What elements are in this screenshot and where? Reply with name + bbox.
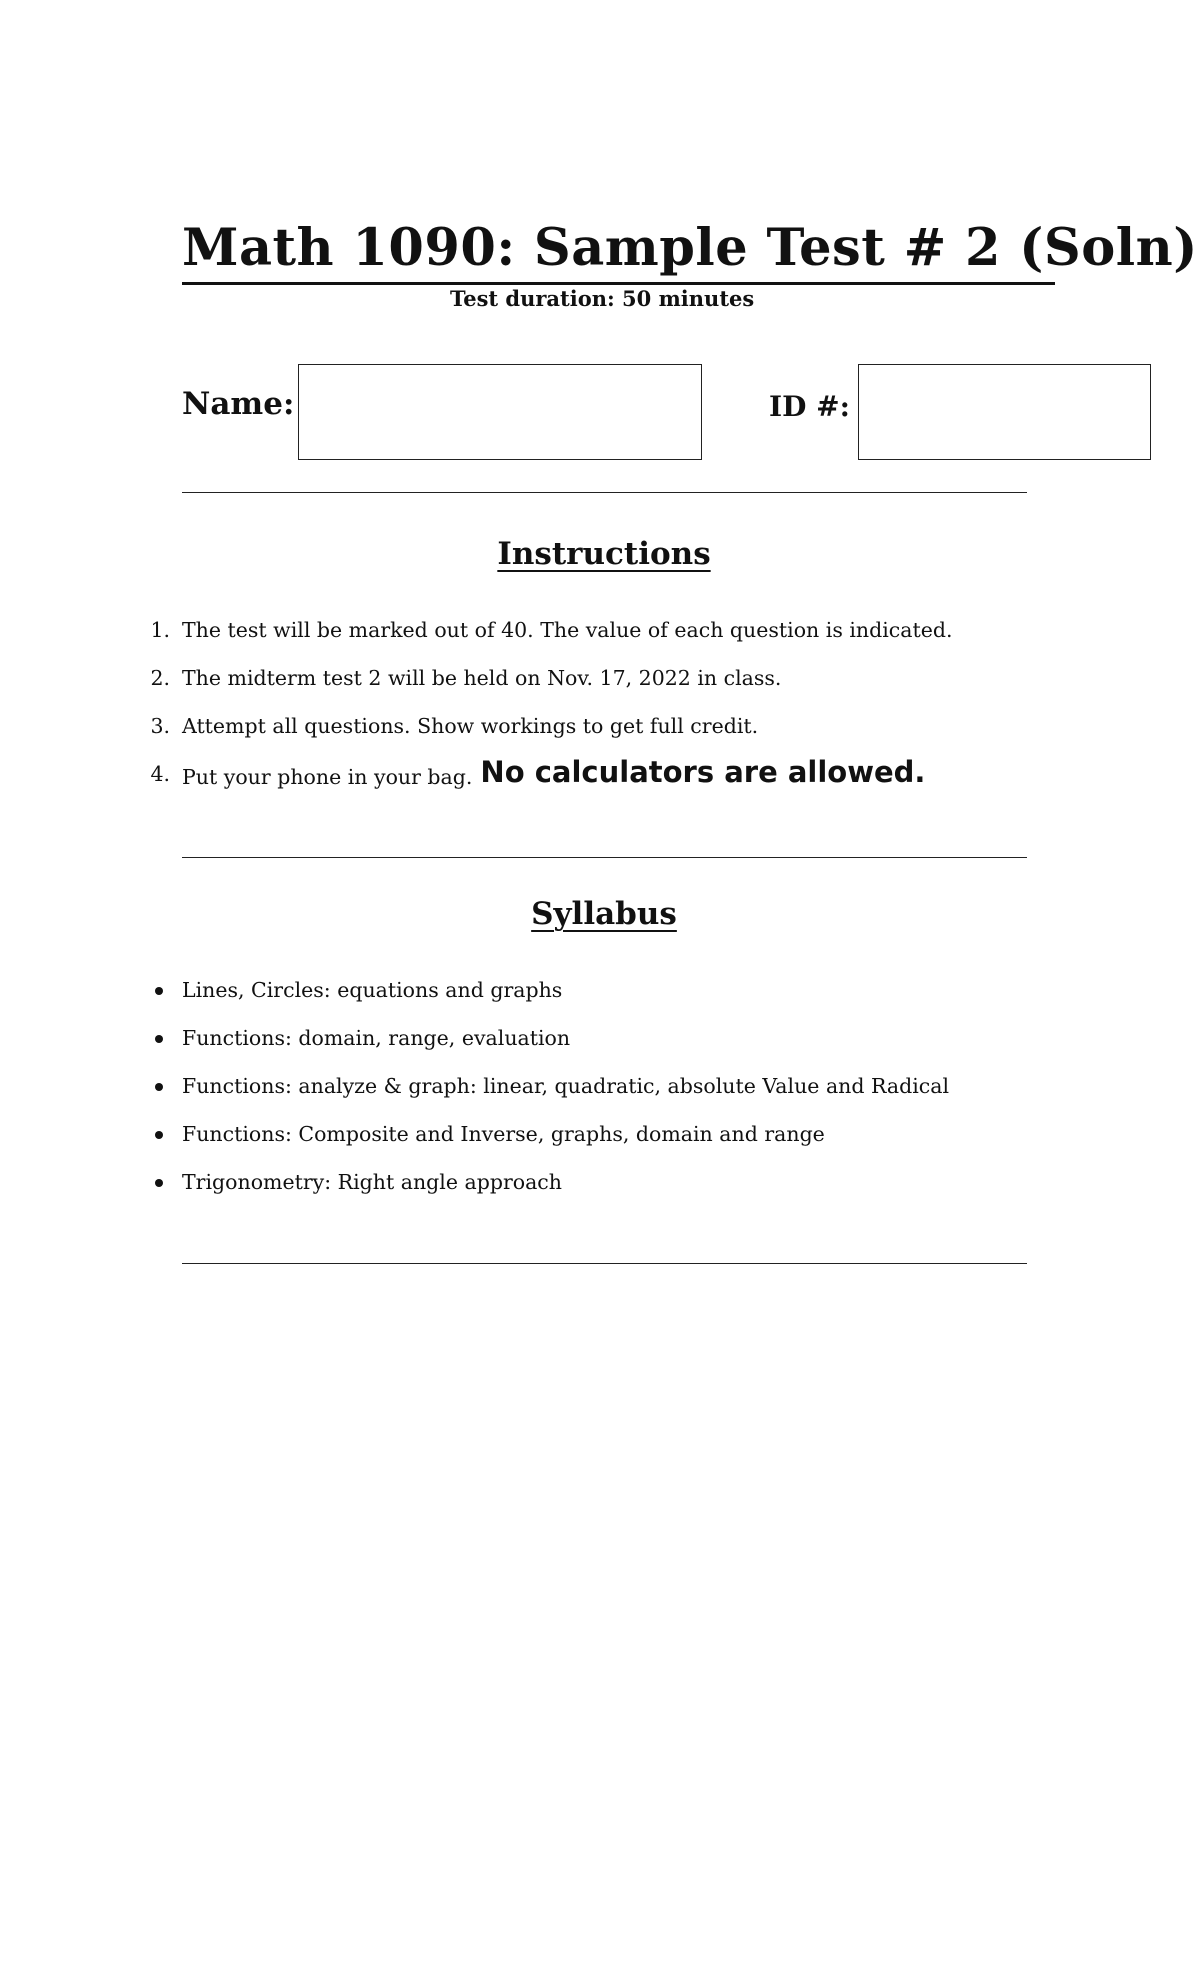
syllabus-text: Functions: analyze & graph: linear, quadratic, absolute Value and Radical <box>182 1074 950 1098</box>
instruction-text-group <box>182 755 926 793</box>
bullet-icon <box>155 987 163 995</box>
divider-middle <box>182 857 1027 858</box>
instruction-text: Put your phone in your bag. <box>182 765 473 789</box>
id-input-box[interactable] <box>858 364 1151 460</box>
instructions-heading <box>0 536 1200 572</box>
id-label: ID #: <box>769 390 850 423</box>
instruction-text: The test will be marked out of 40. The value of each question is indicated. <box>182 618 953 642</box>
bullet-icon <box>155 1083 163 1091</box>
instruction-number: 1. <box>150 618 170 642</box>
bullet-icon <box>155 1035 163 1043</box>
test-duration: Test duration: 50 minutes <box>450 286 755 311</box>
syllabus-text: Functions: Composite and Inverse, graphs, domain and range <box>182 1122 825 1146</box>
syllabus-text: Lines, Circles: equations and graphs <box>182 978 563 1002</box>
instruction-text: Attempt all questions. Show workings to get full credit. <box>182 714 759 738</box>
divider-bottom <box>182 1263 1027 1264</box>
instruction-number: 2. <box>150 666 170 690</box>
syllabus-text: Functions: domain, range, evaluation <box>182 1026 571 1050</box>
instruction-text: The midterm test 2 will be held on Nov. 17, 2022 in class. <box>182 666 782 690</box>
syllabus-heading-text: Syllabus <box>531 896 677 932</box>
name-input-box[interactable] <box>298 364 702 460</box>
bullet-icon <box>155 1179 163 1187</box>
instruction-number: 3. <box>150 714 170 738</box>
instructions-heading-text: Instructions <box>497 536 711 572</box>
title-underline <box>182 282 1055 285</box>
divider-top <box>182 492 1027 493</box>
bullet-icon <box>155 1131 163 1139</box>
calculator-warning: No calculators are allowed. <box>480 755 926 789</box>
name-label: Name: <box>182 386 295 422</box>
syllabus-text: Trigonometry: Right angle approach <box>182 1170 562 1194</box>
page-title: Math 1090: Sample Test # 2 (Soln) <box>182 218 1198 278</box>
syllabus-heading <box>0 896 1200 932</box>
instruction-number: 4. <box>150 762 170 786</box>
